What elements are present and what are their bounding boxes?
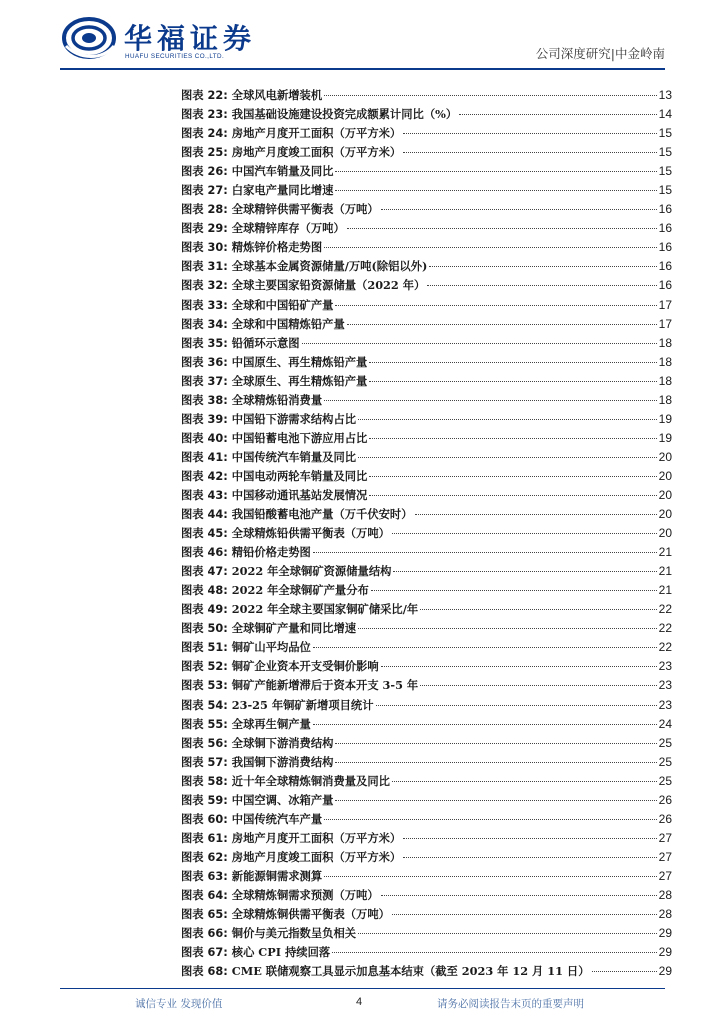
toc-entry-label: 图表 34: — [181, 317, 228, 331]
toc-entry-label: 图表 54: — [181, 698, 228, 712]
toc-entry-label: 图表 23: — [181, 108, 228, 122]
toc-entry[interactable] — [181, 772, 672, 791]
toc-entry-label: 图表 35: — [181, 336, 228, 350]
toc-entry-title: 精铅价格走势图 — [231, 545, 311, 560]
toc-entry-page: 15 — [658, 126, 672, 141]
toc-entry-title: 中国铅蓄电池下游应用占比 — [231, 430, 368, 445]
toc-entry-page: 16 — [658, 259, 672, 274]
toc-entry-title: 中国汽车销量及同比 — [231, 164, 334, 179]
toc-entry-label: 图表 24: — [181, 127, 228, 141]
toc-entry[interactable] — [181, 276, 672, 295]
toc-entry-label: 图表 37: — [181, 374, 228, 388]
toc-entry[interactable] — [181, 448, 672, 467]
toc-leader-dots — [313, 647, 657, 648]
toc-entry-label: 图表 31: — [181, 260, 228, 274]
toc-leader-dots — [403, 838, 656, 839]
toc-entry-title: 全球再生铜产量 — [231, 716, 311, 731]
toc-entry-label: 图表 58: — [181, 774, 228, 788]
footer-divider — [60, 988, 665, 989]
toc-entry[interactable] — [181, 581, 672, 600]
toc-entry-page: 25 — [658, 754, 672, 769]
toc-entry-page: 22 — [658, 602, 672, 617]
toc-leader-dots — [324, 95, 656, 96]
toc-entry-page: 27 — [658, 849, 672, 864]
toc-leader-dots — [369, 381, 656, 382]
toc-entry-label: 图表 40: — [181, 431, 228, 445]
toc-entry-title: 我国基础设施建设投资完成额累计同比（%） — [231, 107, 458, 122]
toc-leader-dots — [324, 819, 656, 820]
logo-english-name: HUAFU SECURITIES CO.,LTD. — [125, 53, 225, 60]
toc-entry-page: 21 — [658, 564, 672, 579]
toc-entry-title: 全球精炼铅消费量 — [231, 392, 323, 407]
toc-entry-title: 全球和中国铅矿产量 — [231, 297, 334, 312]
toc-entry[interactable] — [181, 562, 672, 581]
toc-entry-title: 房地产月度开工面积（万平方米） — [231, 830, 402, 845]
toc-entry-label: 图表 32: — [181, 279, 228, 293]
toc-entry-page: 20 — [658, 468, 672, 483]
toc-leader-dots — [392, 781, 657, 782]
toc-entry-page: 18 — [658, 392, 672, 407]
toc-leader-dots — [358, 933, 657, 934]
toc-leader-dots — [420, 609, 657, 610]
toc-leader-dots — [358, 419, 657, 420]
logo-chinese-name: 华福证券 — [124, 22, 257, 55]
header-divider — [60, 68, 665, 70]
toc-entry-title: 中国原生、再生精炼铅产量 — [231, 354, 368, 369]
toc-entry[interactable] — [181, 524, 672, 543]
toc-leader-dots — [335, 762, 656, 763]
toc-entry[interactable] — [181, 962, 672, 981]
toc-entry-title: 全球风电新增装机 — [231, 88, 323, 102]
toc-entry-title: 全球铜矿产量和同比增速 — [231, 621, 357, 636]
toc-entry[interactable] — [181, 886, 672, 905]
toc-entry-page: 22 — [658, 621, 672, 636]
toc-leader-dots — [403, 857, 656, 858]
toc-entry[interactable] — [181, 315, 672, 334]
toc-entry-page: 25 — [658, 773, 672, 788]
toc-leader-dots — [358, 457, 657, 458]
toc-leader-dots — [335, 800, 656, 801]
toc-entry-title: 全球精炼铜供需平衡表（万吨） — [231, 907, 390, 922]
toc-entry-page: 20 — [658, 526, 672, 541]
toc-entry-title: 中国移动通讯基站发展情况 — [231, 487, 368, 502]
toc-entry-page: 29 — [658, 945, 672, 960]
toc-entry-title: 中国铅下游需求结构占比 — [231, 411, 357, 426]
toc-entry-page: 19 — [658, 411, 672, 426]
toc-entry[interactable] — [181, 296, 672, 315]
toc-leader-dots — [381, 666, 657, 667]
toc-leader-dots — [415, 514, 657, 515]
toc-leader-dots — [376, 705, 657, 706]
toc-entry[interactable] — [181, 143, 672, 162]
toc-entry[interactable] — [181, 543, 672, 562]
toc-entry-page: 17 — [658, 316, 672, 331]
toc-entry-page: 16 — [658, 202, 672, 217]
toc-entry[interactable] — [181, 867, 672, 886]
toc-leader-dots — [459, 114, 656, 115]
toc-entry-title: 房地产月度竣工面积（万平方米） — [231, 145, 402, 160]
toc-leader-dots — [335, 743, 656, 744]
toc-entry-label: 图表 50: — [181, 622, 228, 636]
toc-entry-page: 27 — [658, 830, 672, 845]
toc-entry-title: 铜矿企业资本开支受铜价影响 — [231, 659, 379, 674]
toc-leader-dots — [369, 495, 656, 496]
toc-entry-label: 图表 57: — [181, 755, 228, 769]
toc-entry[interactable] — [181, 181, 672, 200]
toc-entry-label: 图表 56: — [181, 736, 228, 750]
toc-leader-dots — [429, 266, 656, 267]
page-header — [0, 0, 725, 80]
toc-leader-dots — [332, 952, 656, 953]
toc-entry-title: 核心 CPI 持续回落 — [231, 945, 331, 960]
toc-entry-title: 全球主要国家铅资源储量（2022 年） — [231, 278, 426, 293]
toc-entry-title: 中国空调、冰箱产量 — [231, 792, 334, 807]
toc-entry-label: 图表 45: — [181, 527, 228, 541]
toc-entry-title: 精炼锌价格走势图 — [231, 240, 323, 255]
toc-entry-label: 图表 53: — [181, 679, 228, 693]
toc-entry-label: 图表 29: — [181, 222, 228, 236]
toc-entry-title: 房地产月度竣工面积（万平方米） — [231, 849, 402, 864]
toc-entry[interactable] — [181, 429, 672, 448]
toc-entry-page: 23 — [658, 659, 672, 674]
report-info: 公司深度研究|中金岭南 — [535, 46, 665, 61]
toc-entry-label: 图表 60: — [181, 812, 228, 826]
toc-entry-label: 图表 44: — [181, 508, 228, 522]
toc-entry-title: 2022 年全球铜矿产量分布 — [231, 583, 369, 598]
toc-leader-dots — [369, 438, 656, 439]
figure-table-of-contents — [181, 86, 672, 981]
toc-leader-dots — [381, 895, 657, 896]
toc-entry[interactable] — [181, 810, 672, 829]
toc-leader-dots — [324, 400, 656, 401]
toc-entry-label: 图表 68: — [181, 965, 228, 979]
toc-entry-label: 图表 33: — [181, 298, 228, 312]
toc-entry[interactable] — [181, 943, 672, 962]
toc-entry-label: 图表 64: — [181, 888, 228, 902]
toc-entry-label: 图表 59: — [181, 793, 228, 807]
toc-entry-title: 全球基本金属资源储量/万吨(除铝以外) — [231, 259, 428, 274]
toc-leader-dots — [427, 285, 656, 286]
toc-entry-label: 图表 25: — [181, 146, 228, 160]
toc-entry-page: 29 — [658, 964, 672, 979]
toc-entry-label: 图表 30: — [181, 241, 228, 255]
toc-entry-title: 我国铅酸蓄电池产量（万千伏安时） — [231, 507, 413, 522]
toc-leader-dots — [371, 590, 657, 591]
toc-entry-title: 中国传统汽车销量及同比 — [231, 449, 357, 464]
toc-leader-dots — [393, 571, 656, 572]
toc-entry[interactable] — [181, 600, 672, 619]
toc-entry-label: 图表 61: — [181, 831, 228, 845]
toc-entry[interactable] — [181, 829, 672, 848]
toc-entry-title: 我国铜下游消费结构 — [231, 754, 334, 769]
toc-entry-page: 15 — [658, 164, 672, 179]
toc-entry-title: 全球精炼铅供需平衡表（万吨） — [231, 526, 390, 541]
toc-entry-title: 铜价与美元指数呈负相关 — [231, 926, 357, 941]
logo-swirl-icon — [62, 16, 116, 60]
page-number: 4 — [356, 996, 363, 1008]
toc-entry-page: 23 — [658, 678, 672, 693]
toc-entry-title: 近十年全球精炼铜消费量及同比 — [231, 773, 390, 788]
toc-entry-page: 21 — [658, 583, 672, 598]
toc-entry-page: 16 — [658, 221, 672, 236]
company-logo — [62, 14, 262, 64]
toc-entry-page: 28 — [658, 887, 672, 902]
toc-leader-dots — [420, 685, 656, 686]
toc-entry[interactable] — [181, 391, 672, 410]
toc-leader-dots — [392, 914, 657, 915]
toc-entry-page: 14 — [658, 107, 672, 122]
toc-entry-label: 图表 22: — [181, 89, 228, 102]
toc-entry-label: 图表 55: — [181, 717, 228, 731]
toc-leader-dots — [403, 152, 656, 153]
toc-entry-label: 图表 52: — [181, 660, 228, 674]
toc-entry[interactable] — [181, 486, 672, 505]
toc-leader-dots — [369, 362, 656, 363]
toc-entry-label: 图表 46: — [181, 546, 228, 560]
toc-entry-label: 图表 39: — [181, 412, 228, 426]
toc-entry[interactable] — [181, 715, 672, 734]
toc-entry-label: 图表 62: — [181, 850, 228, 864]
toc-entry[interactable] — [181, 86, 672, 105]
toc-leader-dots — [381, 209, 657, 210]
toc-entry-label: 图表 47: — [181, 565, 228, 579]
toc-entry[interactable] — [181, 696, 672, 715]
toc-entry-page: 29 — [658, 926, 672, 941]
toc-entry-label: 图表 63: — [181, 869, 228, 883]
toc-entry[interactable] — [181, 753, 672, 772]
toc-entry-page: 18 — [658, 354, 672, 369]
toc-entry-page: 16 — [658, 240, 672, 255]
toc-entry-page: 20 — [658, 449, 672, 464]
footer-slogan: 诚信专业 发现价值 — [135, 998, 223, 1010]
toc-entry[interactable] — [181, 734, 672, 753]
toc-entry-label: 图表 67: — [181, 946, 228, 960]
toc-entry-title: 铜矿产能新增滞后于资本开支 3-5 年 — [231, 678, 419, 693]
toc-entry-title: 全球精锌库存（万吨） — [231, 221, 345, 236]
toc-entry[interactable] — [181, 353, 672, 372]
toc-entry-label: 图表 49: — [181, 603, 228, 617]
toc-entry-label: 图表 36: — [181, 355, 228, 369]
toc-entry[interactable] — [181, 334, 672, 353]
toc-entry[interactable] — [181, 467, 672, 486]
toc-entry-title: 全球精炼铜需求预测（万吨） — [231, 887, 379, 902]
toc-entry-title: 房地产月度开工面积（万平方米） — [231, 126, 402, 141]
toc-entry[interactable] — [181, 638, 672, 657]
toc-entry-page: 17 — [658, 297, 672, 312]
footer-disclaimer: 请务必阅读报告末页的重要声明 — [437, 998, 584, 1010]
toc-entry[interactable] — [181, 848, 672, 867]
toc-entry-page: 15 — [658, 183, 672, 198]
toc-entry[interactable] — [181, 924, 672, 943]
toc-entry[interactable] — [181, 200, 672, 219]
toc-leader-dots — [347, 324, 657, 325]
toc-entry[interactable] — [181, 791, 672, 810]
toc-entry[interactable] — [181, 219, 672, 238]
toc-leader-dots — [335, 190, 656, 191]
toc-entry[interactable] — [181, 257, 672, 276]
toc-entry-page: 18 — [658, 373, 672, 388]
toc-entry[interactable] — [181, 676, 672, 695]
toc-leader-dots — [358, 628, 657, 629]
toc-entry-label: 图表 65: — [181, 908, 228, 922]
toc-entry[interactable] — [181, 124, 672, 143]
toc-entry-title: CME 联储观察工具显示加息基本结束（截至 2023 年 12 月 11 日） — [231, 964, 590, 979]
toc-entry-title: 白家电产量同比增速 — [231, 183, 334, 198]
toc-leader-dots — [347, 228, 657, 229]
toc-entry-page: 25 — [658, 735, 672, 750]
toc-entry-label: 图表 42: — [181, 469, 228, 483]
toc-entry-page: 21 — [658, 545, 672, 560]
toc-entry-label: 图表 48: — [181, 584, 228, 598]
toc-entry-label: 图表 38: — [181, 393, 228, 407]
toc-entry-title: 全球原生、再生精炼铅产量 — [231, 373, 368, 388]
toc-entry-page: 18 — [658, 335, 672, 350]
toc-entry-page: 22 — [658, 640, 672, 655]
toc-leader-dots — [313, 552, 657, 553]
toc-entry-label: 图表 26: — [181, 165, 228, 179]
toc-entry-label: 图表 43: — [181, 488, 228, 502]
toc-entry[interactable] — [181, 238, 672, 257]
toc-entry[interactable] — [181, 105, 672, 124]
toc-entry-page: 28 — [658, 907, 672, 922]
toc-entry-page: 26 — [658, 792, 672, 807]
toc-leader-dots — [392, 533, 657, 534]
toc-entry-page: 26 — [658, 811, 672, 826]
toc-entry-label: 图表 51: — [181, 641, 228, 655]
toc-entry-title: 铅循环示意图 — [231, 335, 300, 350]
toc-entry-title: 全球和中国精炼铅产量 — [231, 316, 345, 331]
toc-leader-dots — [403, 133, 656, 134]
toc-entry-page: 23 — [658, 697, 672, 712]
toc-entry[interactable] — [181, 505, 672, 524]
toc-entry-label: 图表 66: — [181, 927, 228, 941]
toc-entry-page: 16 — [658, 278, 672, 293]
toc-entry[interactable] — [181, 372, 672, 391]
toc-entry-page: 19 — [658, 430, 672, 445]
toc-entry-title: 铜矿山平均品位 — [231, 640, 311, 655]
toc-entry-title: 2022 年全球铜矿资源储量结构 — [231, 564, 392, 579]
toc-entry[interactable] — [181, 410, 672, 429]
toc-entry[interactable] — [181, 619, 672, 638]
toc-entry-title: 全球精锌供需平衡表（万吨） — [231, 202, 379, 217]
toc-entry-page: 13 — [658, 88, 672, 102]
toc-leader-dots — [324, 247, 656, 248]
toc-entry-title: 全球铜下游消费结构 — [231, 735, 334, 750]
toc-leader-dots — [335, 171, 656, 172]
toc-entry-label: 图表 27: — [181, 184, 228, 198]
toc-entry-page: 27 — [658, 868, 672, 883]
toc-entry-title: 新能源铜需求测算 — [231, 868, 323, 883]
toc-entry-label: 图表 41: — [181, 450, 228, 464]
toc-leader-dots — [335, 305, 656, 306]
toc-entry-label: 图表 28: — [181, 203, 228, 217]
toc-leader-dots — [324, 876, 656, 877]
toc-entry-page: 15 — [658, 145, 672, 160]
toc-leader-dots — [592, 971, 657, 972]
toc-entry-title: 2022 年全球主要国家铜矿储采比/年 — [231, 602, 419, 617]
toc-entry[interactable] — [181, 905, 672, 924]
toc-entry-page: 24 — [658, 716, 672, 731]
toc-entry-title: 中国电动两轮车销量及同比 — [231, 468, 368, 483]
toc-entry[interactable] — [181, 162, 672, 181]
toc-entry-title: 23-25 年铜矿新增项目统计 — [231, 697, 374, 712]
toc-leader-dots — [369, 476, 656, 477]
toc-entry-title: 中国传统汽车产量 — [231, 811, 323, 826]
toc-leader-dots — [302, 343, 657, 344]
toc-entry-page: 20 — [658, 487, 672, 502]
toc-entry-page: 20 — [658, 507, 672, 522]
toc-leader-dots — [313, 724, 657, 725]
toc-entry[interactable] — [181, 657, 672, 676]
